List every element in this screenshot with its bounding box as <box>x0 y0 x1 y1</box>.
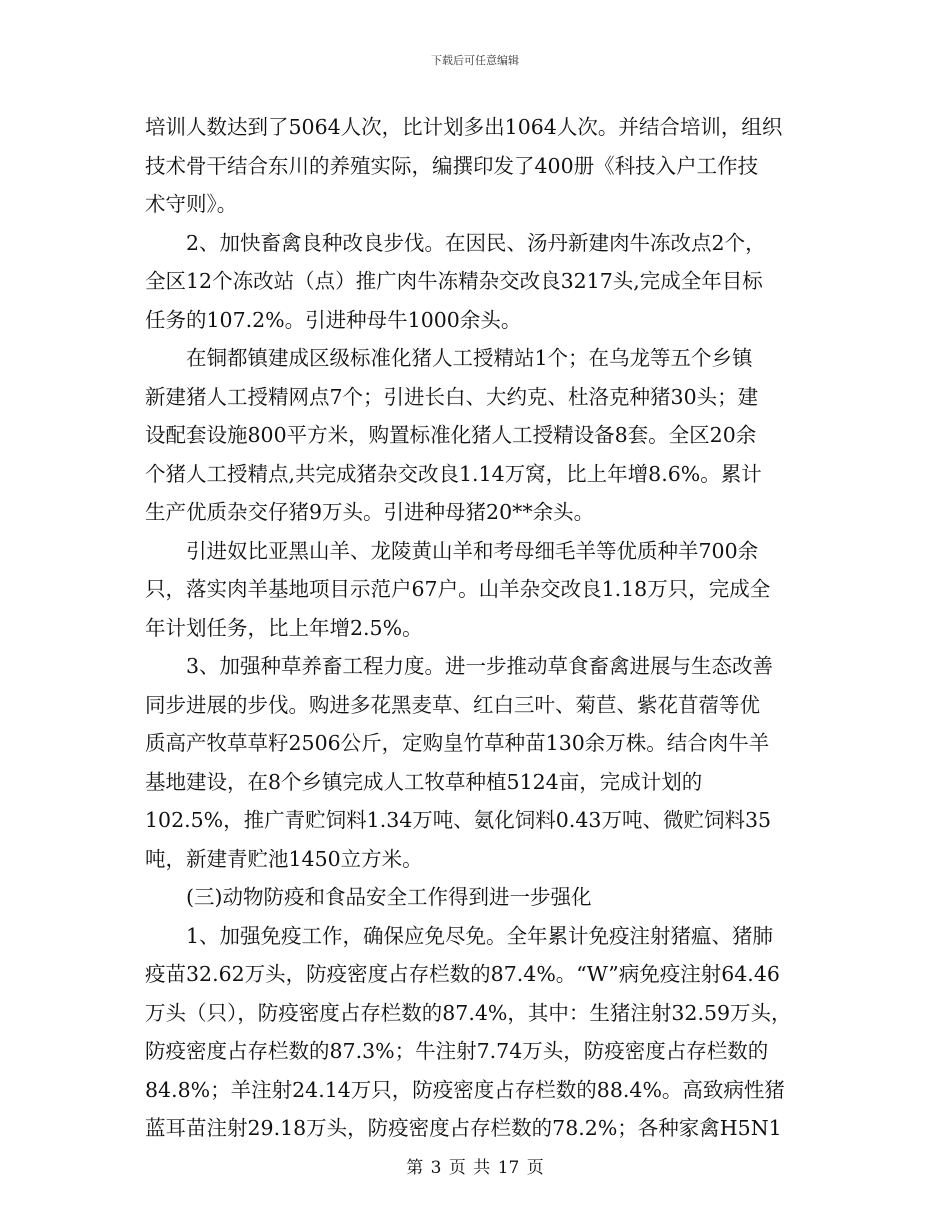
text-line: 全区12个冻改站（点）推广肉牛冻精杂交改良3217头,完成全年目标 <box>145 269 763 293</box>
page-header-note: 下载后可任意编辑 <box>431 54 519 67</box>
text-line: 蓝耳苗注射29.18万头，防疫密度占存栏数的78.2%；各种家禽H5N1 <box>145 1116 782 1140</box>
text-line: 84.8%；羊注射24.14万只，防疫密度占存栏数的88.4%。高致病性猪 <box>145 1077 785 1102</box>
text-line: 1、加强免疫工作，确保应免尽免。全年累计免疫注射猪瘟、猪肺 <box>145 923 774 948</box>
text-line: 技术骨干结合东川的养殖实际，编撰印发了400册《科技入户工作技 <box>145 153 759 178</box>
text-line: 培训人数达到了5064人次，比计划多出1064人次。并结合培训，组织 <box>145 115 783 139</box>
text-line: 任务的107.2%。引进种母牛1000余头。 <box>145 307 522 332</box>
text-line: 术守则》。 <box>145 192 238 216</box>
text-line: 吨，新建青贮池1450立方米。 <box>145 846 423 871</box>
text-line: 2、加快畜禽良种改良步伐。在因民、汤丹新建肉牛冻改点2个， <box>145 230 766 255</box>
text-line: 102.5%，推广青贮饲料1.34万吨、氨化饲料0.43万吨、微贮饲料35 <box>145 808 772 832</box>
section-heading: (三)动物防疫和食品安全工作得到进一步强化 <box>145 885 592 909</box>
text-line: 只，落实肉羊基地项目示范户67户。山羊杂交改良1.18万只，完成全 <box>145 577 771 601</box>
text-line: 基地建设，在8个乡镇完成人工牧草种植5124亩，完成计划的 <box>145 769 703 794</box>
text-line: 防疫密度占存栏数的87.3%；牛注射7.74万头，防疫密度占存栏数的 <box>145 1039 769 1063</box>
text-line: 生产优质杂交仔猪9万头。引进种母猪20**余头。 <box>145 500 595 524</box>
page-number: 第 3 页 共 17 页 <box>406 1158 544 1178</box>
text-line: 年计划任务，比上年增2.5%。 <box>145 615 423 640</box>
text-line: 新建猪人工授精网点7个；引进长白、大约克、杜洛克种猪30头；建 <box>145 384 759 409</box>
text-line: 引进奴比亚黑山羊、龙陵黄山羊和考母细毛羊等优质种羊700余 <box>145 538 759 563</box>
document-body <box>145 108 825 1148</box>
text-line: 万头（只），防疫密度占存栏数的87.4%，其中：生猪注射32.59万头， <box>145 1000 792 1025</box>
text-line: 设配套设施800平方米，购置标准化猪人工授精设备8套。全区20余 <box>145 423 757 447</box>
text-line: 同步进展的步伐。购进多花黑麦草、红白三叶、菊苣、紫花苜蓿等优 <box>145 692 760 717</box>
text-line: 质高产牧草草籽2506公斤，定购皇竹草种苗130余万株。结合肉牛羊 <box>145 731 770 755</box>
text-line: 3、加强种草养畜工程力度。进一步推动草食畜禽进展与生态改善 <box>145 654 774 678</box>
text-line: 个猪人工授精点,共完成猪杂交改良1.14万窝，比上年增8.6%。累计 <box>145 461 762 486</box>
text-line: 疫苗32.62万头，防疫密度占存栏数的87.4%。“W”病免疫注射64.46 <box>145 962 780 986</box>
text-line: 在铜都镇建成区级标准化猪人工授精站1个；在乌龙等五个乡镇 <box>145 346 753 370</box>
